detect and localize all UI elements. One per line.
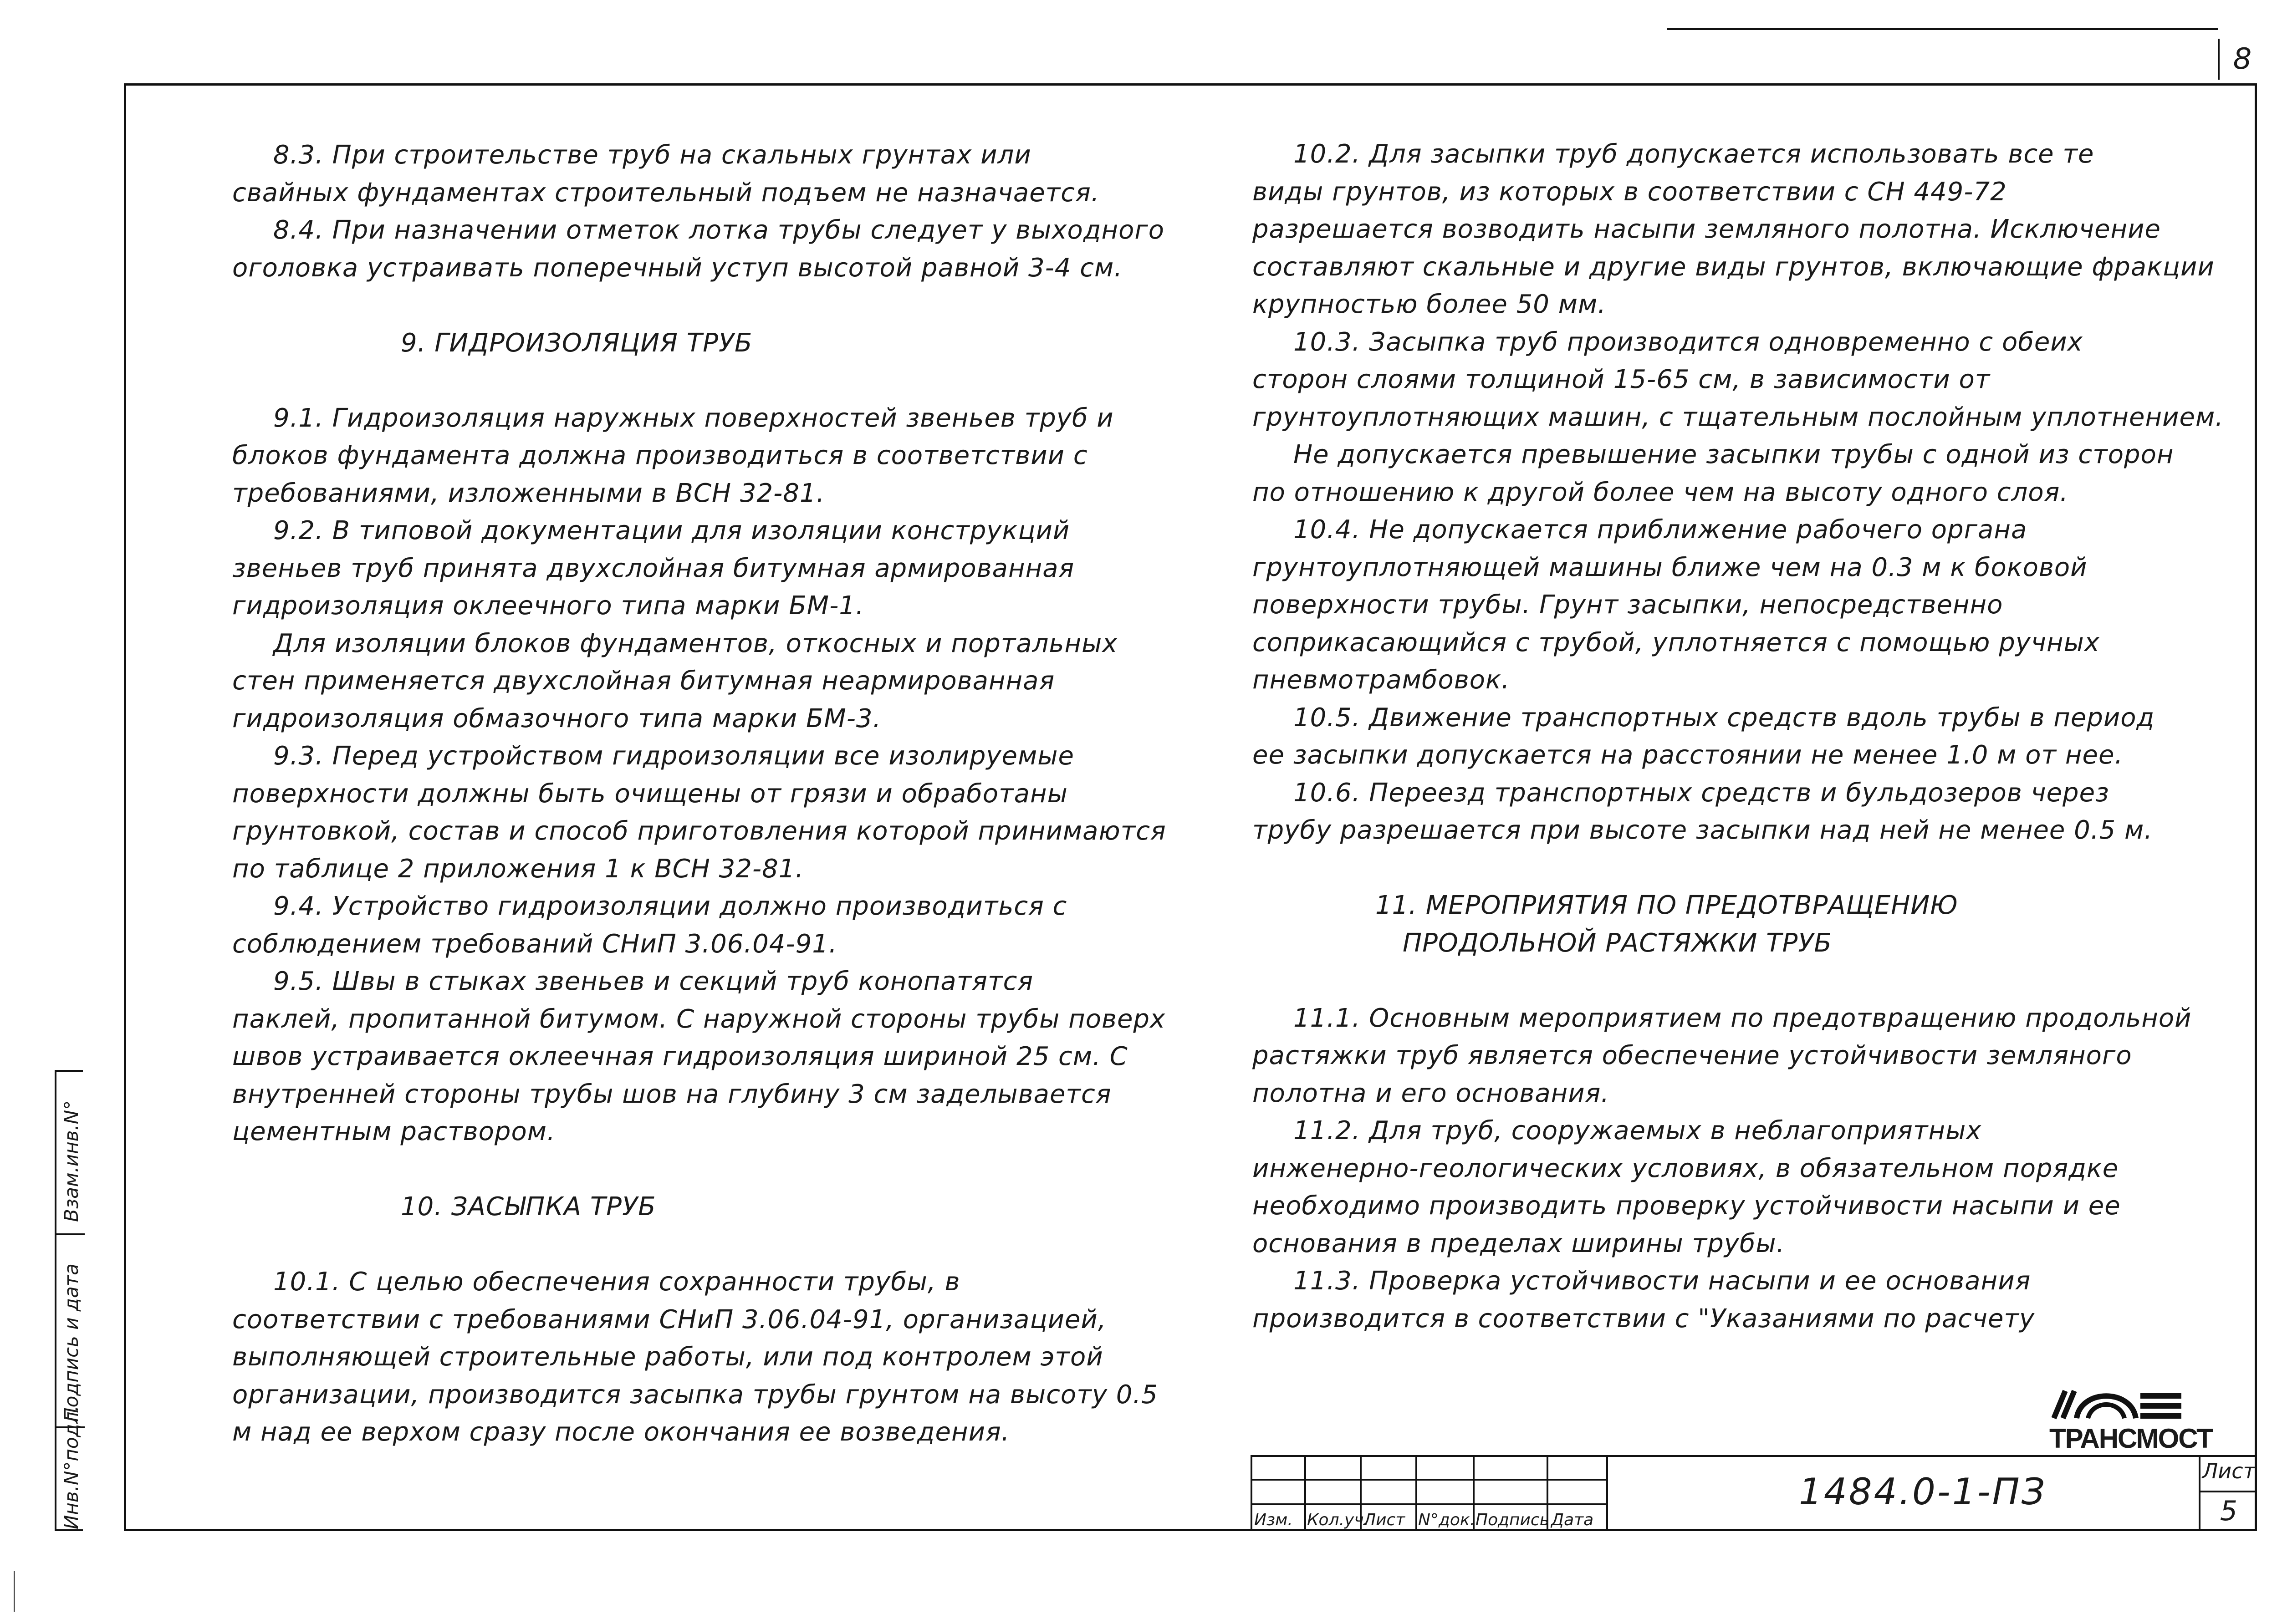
text-line: 11.1. Основным мероприятием по предотвращению продольной xyxy=(1293,1003,2192,1033)
text-line: соответствии с требованиями СНиП 3.06.04-91, организацией, xyxy=(232,1304,1107,1334)
top-rule xyxy=(1667,28,2218,30)
text-line: 10.1. С целью обеспечения сохранности трубы, в xyxy=(273,1267,960,1297)
section-heading: 11. МЕРОПРИЯТИЯ ПО ПРЕДОТВРАЩЕНИЮ xyxy=(1375,891,1958,920)
text-line: м над ее верхом сразу после окончания ее возведения. xyxy=(232,1417,1010,1447)
sheet-label: Лист xyxy=(2202,1459,2256,1483)
text-line: 10.6. Переезд транспортных средств и бульдозеров через xyxy=(1293,778,2109,808)
text-line: производится в соответствии с "Указаниями по расчету xyxy=(1252,1303,2035,1334)
text-line: 11.3. Проверка устойчивости насыпи и ее основания xyxy=(1293,1266,2031,1296)
revision-stamp-table xyxy=(1251,1455,1608,1531)
text-line: сторон слоями толщиной 15-65 см, в зависимости от xyxy=(1252,365,1991,394)
right-text-column xyxy=(1252,136,2224,1338)
text-line: звеньев труб принята двухслойная битумная армированная xyxy=(232,553,1075,583)
stamp-col-ndok: N°док. xyxy=(1418,1511,1475,1529)
left-text-column xyxy=(232,137,1166,1451)
stamp-col-data: Дата xyxy=(1551,1511,1594,1529)
text-line: по таблице 2 приложения 1 к ВСН 32-81. xyxy=(232,854,804,884)
text-line: трубу разрешается при высоте засыпки над ней не менее 0.5 м. xyxy=(1252,815,2153,845)
text-line: 8.3. При строительстве труб на скальных грунтах или xyxy=(273,140,1031,170)
text-line: по отношению к другой более чем на высоту одного слоя. xyxy=(1252,477,2069,507)
sheet-value: 5 xyxy=(2220,1495,2238,1527)
text-line: грунтовкой, состав и способ приготовления которой принимаются xyxy=(232,816,1166,846)
logo-text: ТРАНСМОСТ xyxy=(2049,1423,2212,1454)
stamp-col-list: Лист xyxy=(1363,1511,1405,1529)
text-line: оголовка устраивать поперечный уступ высотой равной 3-4 см. xyxy=(232,253,1123,283)
sidebar-label-inv: Инв.N°подл. xyxy=(60,1405,82,1529)
text-line: 9.3. Перед устройством гидроизоляции все изолируемые xyxy=(273,741,1074,771)
text-line xyxy=(1252,962,2224,1000)
document-code: 1484.0-1-ПЗ xyxy=(1799,1471,2047,1513)
text-line: 9.5. Швы в стыках звеньев и секций труб конопатятся xyxy=(273,967,1034,996)
sidebar-label-vzam: Взам.инв.N° xyxy=(60,1100,82,1222)
text-line: 10.3. Засыпка труб производится одновременно с обеих xyxy=(1293,327,2083,357)
text-line: гидроизоляция обмазочного типа марки БМ-3. xyxy=(232,703,882,733)
text-line: 9.1. Гидроизоляция наружных поверхностей звеньев труб и xyxy=(273,403,1114,433)
text-line xyxy=(232,1226,1166,1264)
text-line: соблюдением требований СНиП 3.06.04-91. xyxy=(232,929,837,959)
text-line: 10.4. Не допускается приближение рабочего органа xyxy=(1293,515,2027,545)
text-line: полотна и его основания. xyxy=(1252,1078,1610,1108)
transmost-logo xyxy=(2045,1380,2254,1452)
section-heading: 10. ЗАСЫПКА ТРУБ xyxy=(401,1192,656,1222)
sidebar-label-signature-date: Подпись и дата xyxy=(60,1263,82,1422)
text-line: Не допускается превышение засыпки трубы с одной из сторон xyxy=(1293,440,2174,469)
text-line: швов устраивается оклеечная гидроизоляция шириной 25 см. С xyxy=(232,1042,1128,1071)
text-line: цементным раствором. xyxy=(232,1117,556,1146)
sheet-box xyxy=(2199,1455,2257,1531)
sheet-number: 8 xyxy=(2218,39,2265,80)
stamp-top-rule xyxy=(1251,1455,2257,1457)
text-line: поверхности должны быть очищены от грязи и обработаны xyxy=(232,779,1068,809)
text-line: ее засыпки допускается на расстоянии не менее 1.0 м от нее. xyxy=(1252,740,2124,770)
text-line: поверхности трубы. Грунт засыпки, непосредственно xyxy=(1252,590,2003,620)
approval-sidebar xyxy=(55,1070,83,1531)
text-line: инженерно-геологических условиях, в обязательном порядке xyxy=(1252,1153,2119,1183)
text-line: свайных фундаментах строительный подъем не назначается. xyxy=(232,178,1100,208)
stamp-right-divider xyxy=(1606,1455,1608,1531)
text-line: 9.2. В типовой документации для изоляции конструкций xyxy=(273,516,1070,545)
text-line: Для изоляции блоков фундаментов, откосных и портальных xyxy=(273,628,1118,658)
text-line: 10.2. Для засыпки труб допускается использовать все те xyxy=(1293,139,2094,169)
text-line: крупностью более 50 мм. xyxy=(1252,290,1607,319)
text-line: составляют скальные и другие виды грунтов, включающие фракции xyxy=(1252,252,2215,282)
text-line: грунтоуплотняющей машины ближе чем на 0.3 м к боковой xyxy=(1252,552,2088,582)
text-line: 11.2. Для труб, сооружаемых в неблагоприятных xyxy=(1293,1116,1982,1145)
text-line: блоков фундамента должна производиться в соответствии с xyxy=(232,441,1088,470)
text-line: виды грунтов, из которых в соответствии с СН 449-72 xyxy=(1252,177,2007,207)
margin-tick xyxy=(14,1571,15,1612)
logo-mark-icon xyxy=(2045,1380,2254,1425)
stamp-col-podpis: Подпись xyxy=(1475,1511,1549,1529)
text-line: требованиями, изложенными в ВСН 32-81. xyxy=(232,478,825,508)
text-line: гидроизоляция оклеечного типа марки БМ-1. xyxy=(232,591,864,621)
text-line: соприкасающийся с трубой, уплотняется с помощью ручных xyxy=(1252,627,2100,657)
text-line: основания в пределах ширины трубы. xyxy=(1252,1228,1785,1258)
text-line: 8.4. При назначении отметок лотка трубы следует у выходного xyxy=(273,215,1165,245)
text-line xyxy=(232,362,1166,400)
text-line: разрешается возводить насыпи земляного полотна. Исключение xyxy=(1252,214,2161,244)
section-heading: 9. ГИДРОИЗОЛЯЦИЯ ТРУБ xyxy=(401,328,753,358)
text-line: паклей, пропитанной битумом. С наружной стороны трубы поверх xyxy=(232,1004,1166,1034)
text-line: грунтоуплотняющих машин, с тщательным послойным уплотнением. xyxy=(1252,402,2224,432)
section-heading: ПРОДОЛЬНОЙ РАСТЯЖКИ ТРУБ xyxy=(1403,928,1832,958)
text-line: 10.5. Движение транспортных средств вдоль трубы в период xyxy=(1293,703,2155,733)
text-line: выполняющей строительные работы, или под контролем этой xyxy=(232,1342,1103,1372)
stamp-col-koluch: Кол.уч. xyxy=(1307,1511,1369,1529)
text-line xyxy=(232,287,1166,325)
text-line: необходимо производить проверку устойчивости насыпи и ее xyxy=(1252,1191,2121,1221)
text-line: организации, производится засыпка трубы грунтом на высоту 0.5 xyxy=(232,1380,1158,1410)
text-line xyxy=(1252,850,2224,887)
text-line xyxy=(232,1151,1166,1189)
text-line: внутренней стороны трубы шов на глубину 3 см заделывается xyxy=(232,1079,1112,1109)
text-line: пневмотрамбовок. xyxy=(1252,665,1510,695)
stamp-col-izm: Изм. xyxy=(1254,1511,1293,1529)
text-line: растяжки труб является обеспечение устойчивости земляного xyxy=(1252,1041,2132,1070)
text-line: 9.4. Устройство гидроизоляции должно производиться с xyxy=(273,891,1067,921)
text-line: стен применяется двухслойная битумная неармированная xyxy=(232,666,1055,696)
